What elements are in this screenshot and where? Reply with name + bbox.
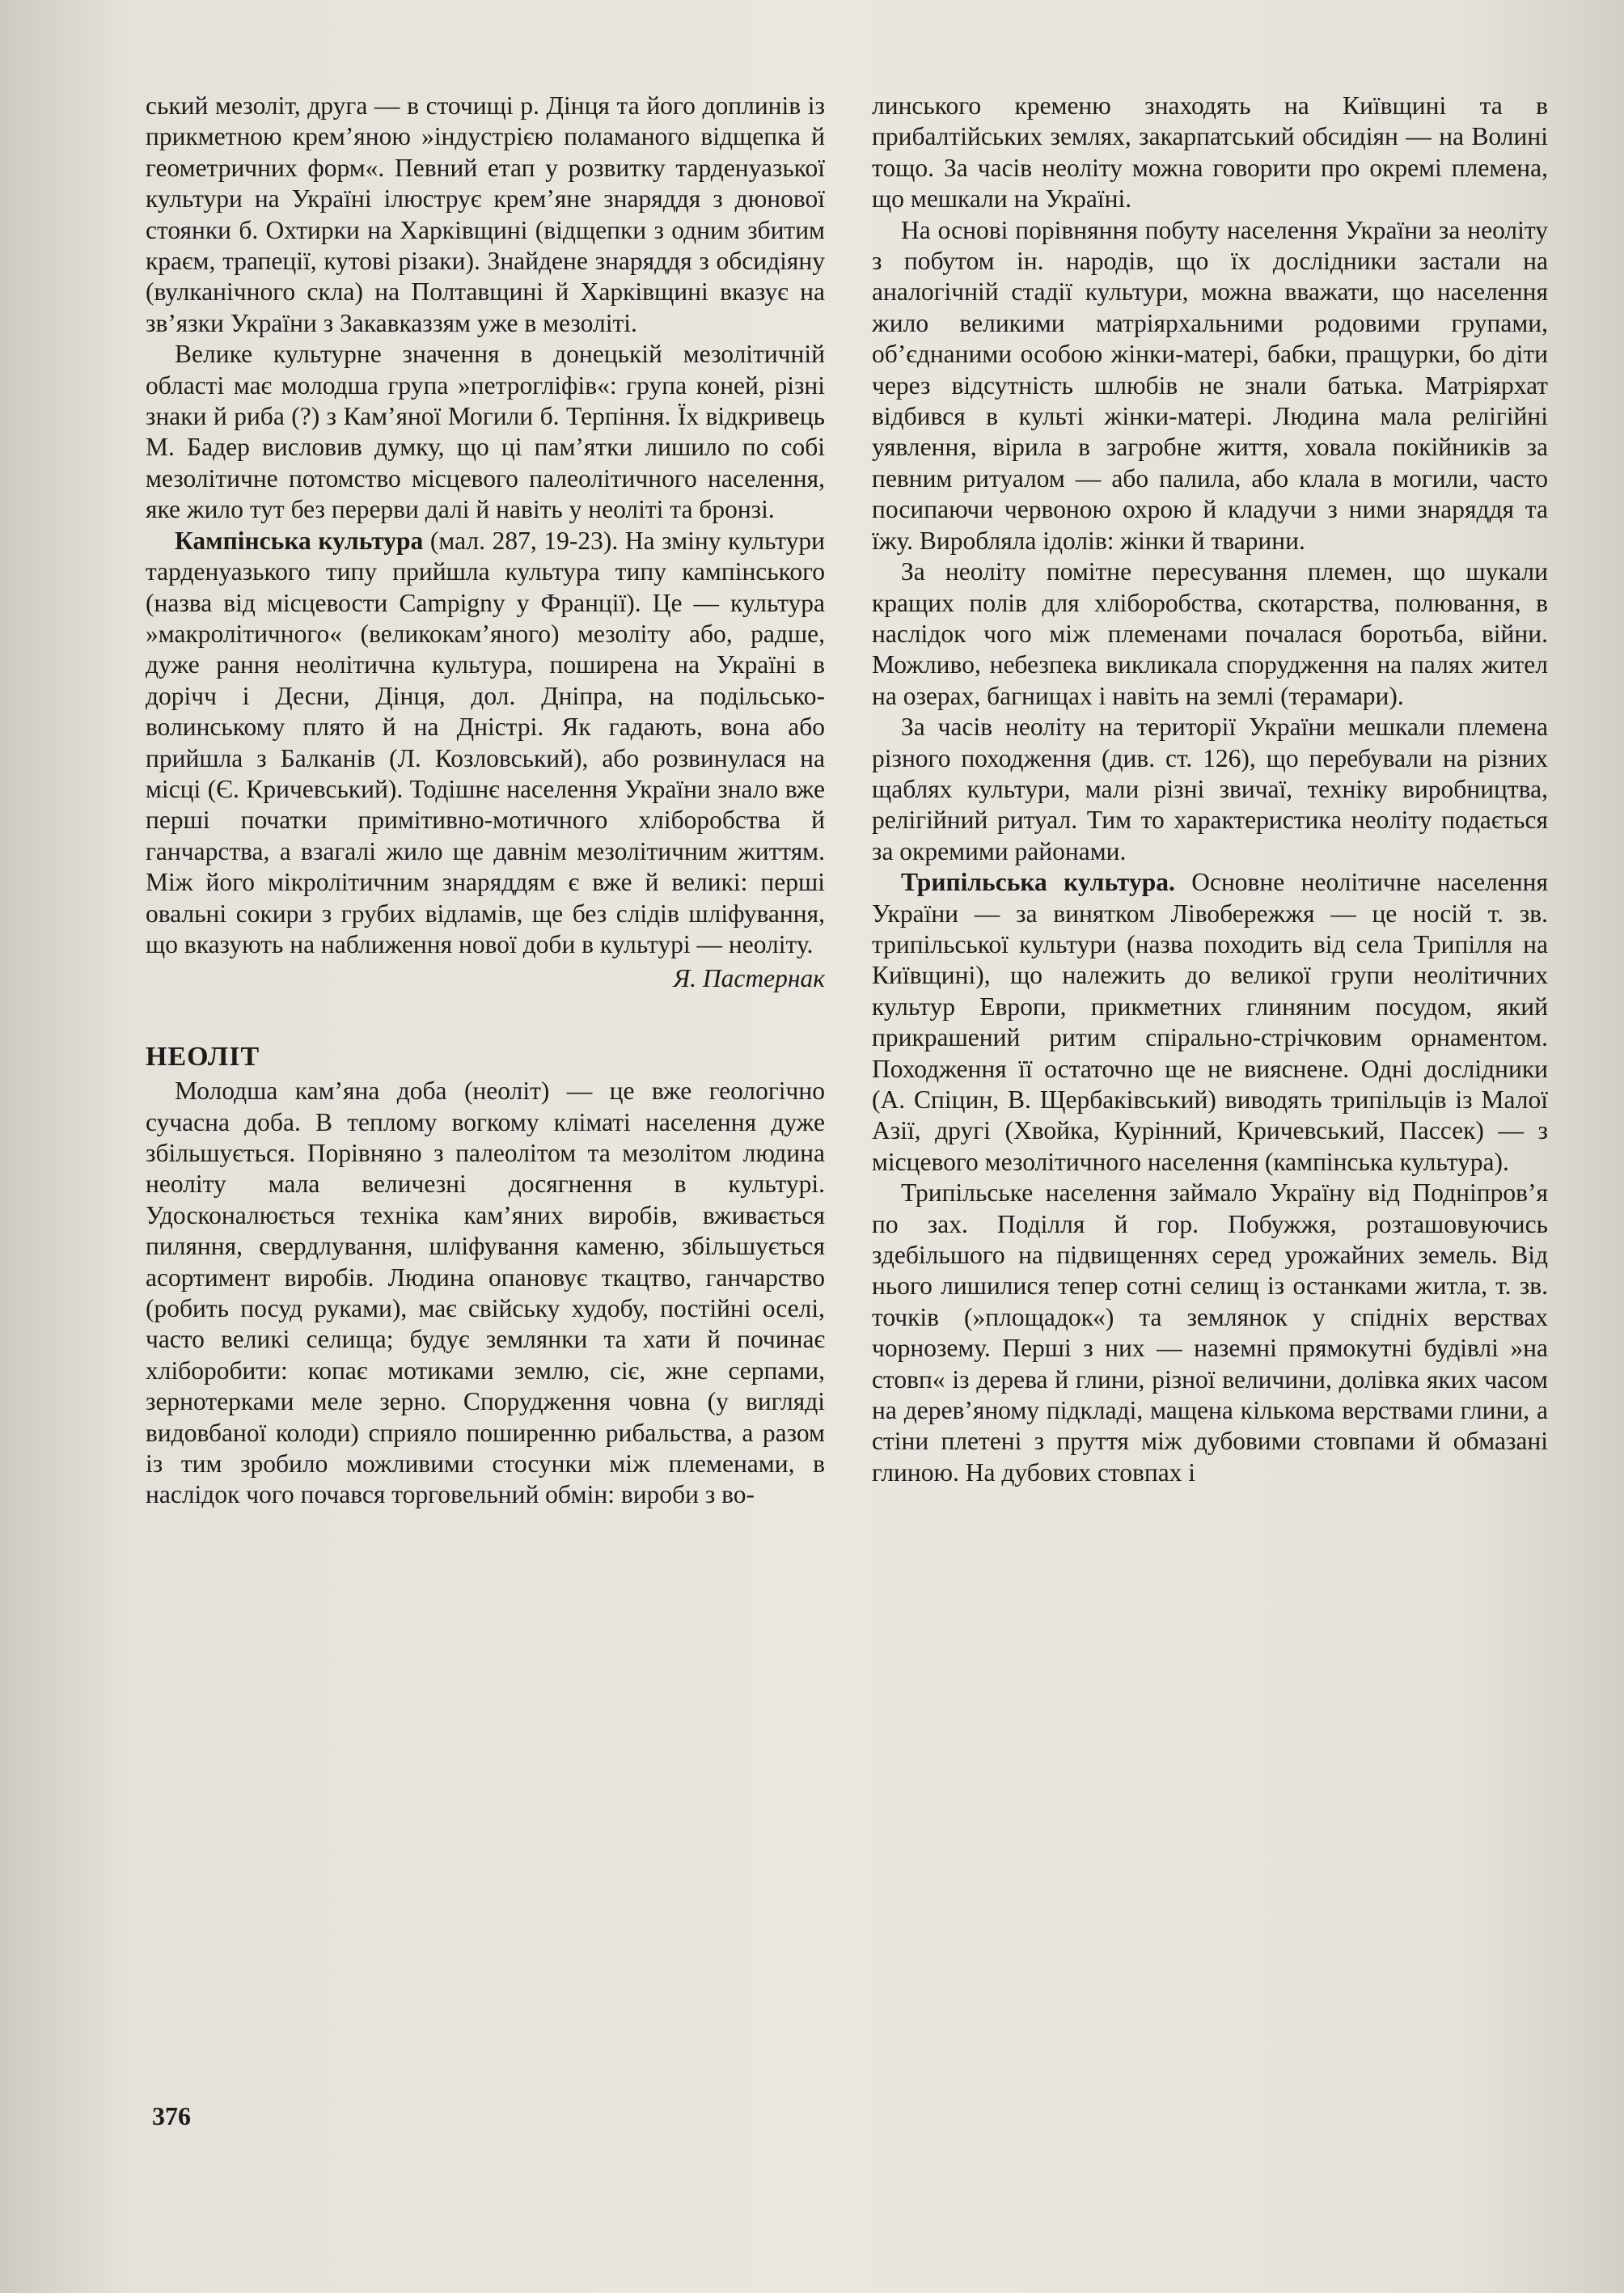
paragraph: Молодша кам’яна доба (неоліт) — це вже геологічно сучасна доба. В теплому вогкому кліматі населення дуже збільшується. Порівняно з палеолітом та мезолітом людина неоліту мала величезні досягнення в культурі. Удосконалюється техніка кам’яних виробів, вживається пиляння, свердлування, шліфування каменю, збільшується асортимент виробів. Людина опановує ткацтво, ганчарство (робить посуд руками), має свійську худобу, постійні оселі, часто великі селища; будує землянки та хати й починає хліборобити: копає мотиками землю, сіє, жне серпами, зернотерками меле зерно. Спорудження човна (у вигляді видовбаної колоди) сприяло поширенню рибальства, а разом із тим зробило можливими стосунки між племенами, в наслідок чого почався торговельний обмін: вироби з во-	[146, 1077, 825, 1509]
paragraph: На основі порівняння побуту населення України за неоліту з побутом ін. народів, що їх дослідники застали на аналогічній стадії культури, можна вважати, що населення жило великими матріярхальними родовими групами, об’єднаними особою жінки-матері, бабки, пращурки, бо діти через відсутність шлюбів не знали батька. Матріярхат відбився в культі жінки-матері. Людина мала релігійні уявлення, вірила в загробне життя, ховала покійників за певним ритуалом — або палила, або клала в могили, часто посипаючи червоною охрою й кладучи з ними знаряддя та їжу. Виробляла ідолів: жінки й тварини.	[872, 215, 1548, 555]
paragraph: ський мезоліт, друга — в сточищі р. Дінця та його доплинів із прикметною крем’яною »індустрією поламаного відщепка й геометричних форм«. Певний етап у розвитку тарденуазької культури на Україні ілюструє крем’яне знаряддя з дюнової стоянки б. Охтирки на Харківщині (відщепки з одним збитим краєм, трапеції, кутові різаки). Знайдене знаряддя з обсидіяну (вулканічного скла) на Полтавщині й Харківщині вказує на зв’язки України з Закавказзям уже в мезоліті.	[146, 91, 825, 337]
paragraph-text: (мал. 287, 19-23). На зміну культури тарденуазького типу прийшла культура типу кампінського (назва від місцевости Campigny у Франції). Це — культура »макролітичного« (великокам’яного) мезоліту або, радше, дуже рання неолітична культура, поширена на Україні в дорічч і Десни, Дінця, дол. Дніпра, на подільсько-волинському плято й на Дністрі. Як гадають, вона або прийшла з Балканів (Л. Козловський), або розвинулася на місці (Є. Кричевський). Тодішнє населення України знало вже перші початки примітивно-мотичного хліборобства й ганчарства, а взагалі жило ще давнім мезолітичним життям. Між його мікролітичним знаряддям є вже й великі: перші овальні сокири з грубих відламів, ще без слідів шліфування, що вказують на наближення нової доби в культурі — неоліту.	[146, 526, 825, 958]
paragraph	[872, 867, 1548, 1178]
author-signature: Я. Пастернак	[673, 964, 825, 993]
left-column	[146, 91, 825, 1511]
section-heading: НЕОЛІТ	[146, 1041, 260, 1072]
paragraph: Велике культурне значення в донецькій мезолітичній області має молодша група »петрогліфів«: група коней, різні знаки й риба (?) з Кам’яної Могили б. Терпіння. Їх відкривець М. Бадер висловив думку, що ці пам’ятки лишило по собі мезолітичне потомство місцевого палеолітичного населення, яке жило тут без перерви далі й навіть у неоліті та бронзі.	[146, 340, 825, 524]
section-subheading: Кампінська культура	[175, 526, 424, 555]
right-column	[872, 91, 1548, 1488]
paragraph: За неоліту помітне пересування племен, що шукали кращих полів для хліборобства, скотарства, полювання, в наслідок чого між племенами почалася боротьба, війни. Можливо, небезпека викликала спорудження на палях жител на озерах, багнищах і навіть на землі (терамари).	[872, 557, 1548, 710]
paragraph-text: Основне неолітичне населення України — за винятком Лівобережжя — це носій т. зв. трипільської культури (назва походить від села Трипілля на Київщині), що належить до великої групи неолітичних культур Европи, прикметних глиняним посудом, який прикрашений ритим спірально-стрічковим орнаментом. Походження її остаточно ще не вияснене. Одні дослідники (А. Спіцин, В. Щербаківський) виводять трипільців із Малої Азії, другі (Хвойка, Курінний, Кричевський, Пассек) — з місцевого мезолітичного населення (кампінська культура).	[872, 868, 1548, 1176]
section-subheading: Трипільська культура.	[901, 868, 1175, 897]
paragraph: Трипільське населення займало Україну від Подніпров’я по зах. Поділля й гор. Побужжя, розташовуючись здебільшого на підвищеннях серед урожайних земель. Від нього лишилися тепер сотні селищ із останками житла, т. зв. точків (»площадок«) та землянок у спідніх верствах чорнозему. Перші з них — наземні прямокутні будівлі »на стовп« із дерева й глини, різної величини, долівка яких часом на дерев’яному підкладі, мащена кількома верствами глини, а стіни плетені з пруття між дубовими стовпами й обмазані глиною. На дубових стовпах і	[872, 1178, 1548, 1487]
page-number: 376	[152, 2101, 191, 2130]
paragraph: За часів неоліту на території України мешкали племена різного походження (див. ст. 126), що перебували на різних щаблях культури, мали різні звичаї, техніку виробництва, релігійний ритуал. Тим то характеристика неоліту подається за окремими районами.	[872, 713, 1548, 865]
paragraph	[146, 526, 825, 961]
paragraph: линського кременю знаходять на Київщині та в прибалтійських землях, закарпатський обсидіян — на Волині тощо. За часів неоліту можна говорити про окремі племена, що мешкали на Україні.	[872, 91, 1548, 214]
